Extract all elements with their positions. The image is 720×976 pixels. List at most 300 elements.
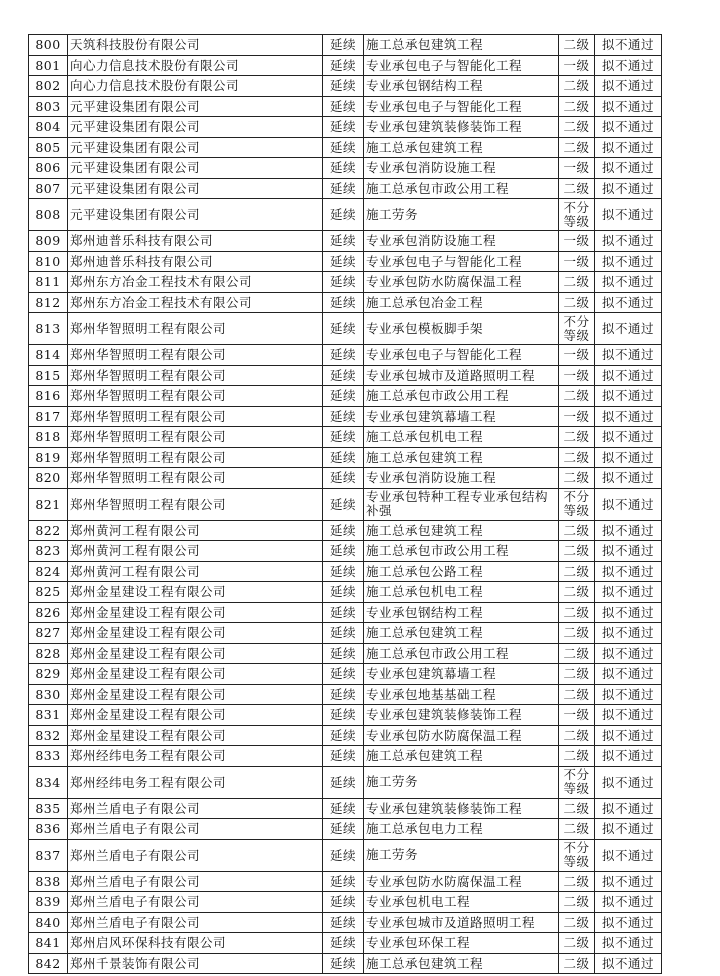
application-type: 延续	[323, 912, 364, 933]
review-result: 拟不通过	[595, 602, 662, 623]
qualification-grade: 二级	[559, 725, 595, 746]
qualification-name: 施工总承包机电工程	[364, 427, 559, 448]
qualification-grade: 一级	[559, 251, 595, 272]
company-name: 郑州华智照明工程有限公司	[68, 345, 323, 366]
qualification-name: 专业承包防水防腐保温工程	[364, 272, 559, 293]
company-name: 郑州黄河工程有限公司	[68, 541, 323, 562]
qualification-name: 专业承包电子与智能化工程	[364, 251, 559, 272]
row-number: 834	[29, 766, 68, 798]
review-result: 拟不通过	[595, 561, 662, 582]
row-number: 842	[29, 953, 68, 974]
table-row	[29, 427, 662, 448]
company-name: 郑州经纬电务工程有限公司	[68, 766, 323, 798]
company-name: 郑州黄河工程有限公司	[68, 561, 323, 582]
row-number: 819	[29, 447, 68, 468]
application-type: 延续	[323, 933, 364, 954]
qualification-name: 专业承包地基基础工程	[364, 684, 559, 705]
review-result: 拟不通过	[595, 488, 662, 520]
company-name: 郑州金星建设工程有限公司	[68, 684, 323, 705]
qualification-grade: 二级	[559, 76, 595, 97]
table-body	[29, 35, 662, 974]
qualification-grade: 二级	[559, 520, 595, 541]
company-name: 郑州兰盾电子有限公司	[68, 819, 323, 840]
table-row	[29, 272, 662, 293]
review-result: 拟不通过	[595, 292, 662, 313]
application-type: 延续	[323, 541, 364, 562]
company-name: 向心力信息技术股份有限公司	[68, 55, 323, 76]
review-result: 拟不通过	[595, 798, 662, 819]
application-type: 延续	[323, 892, 364, 913]
review-result: 拟不通过	[595, 76, 662, 97]
table-row	[29, 447, 662, 468]
qualification-name: 施工总承包公路工程	[364, 561, 559, 582]
qualification-name: 专业承包消防设施工程	[364, 231, 559, 252]
company-name: 郑州华智照明工程有限公司	[68, 406, 323, 427]
qualification-grade: 二级	[559, 602, 595, 623]
qualification-name: 施工总承包建筑工程	[364, 746, 559, 767]
application-type: 延续	[323, 55, 364, 76]
qualification-name: 专业承包建筑装修装饰工程	[364, 117, 559, 138]
review-result: 拟不通过	[595, 231, 662, 252]
review-result: 拟不通过	[595, 313, 662, 345]
row-number: 821	[29, 488, 68, 520]
review-result: 拟不通过	[595, 386, 662, 407]
review-result: 拟不通过	[595, 705, 662, 726]
review-result: 拟不通过	[595, 178, 662, 199]
qualification-name: 施工总承包建筑工程	[364, 35, 559, 56]
qualification-name: 专业承包电子与智能化工程	[364, 345, 559, 366]
qualification-name: 施工劳务	[364, 839, 559, 871]
table-row	[29, 561, 662, 582]
qualification-grade: 二级	[559, 272, 595, 293]
qualification-grade: 不分等级	[559, 488, 595, 520]
row-number: 817	[29, 406, 68, 427]
table-row	[29, 406, 662, 427]
qualification-grade: 二级	[559, 582, 595, 603]
table-row	[29, 520, 662, 541]
qualification-name: 专业承包特种工程专业承包结构补强	[364, 488, 559, 520]
application-type: 延续	[323, 96, 364, 117]
review-result: 拟不通过	[595, 468, 662, 489]
row-number: 828	[29, 643, 68, 664]
application-type: 延续	[323, 602, 364, 623]
table-row	[29, 541, 662, 562]
qualification-grade: 二级	[559, 953, 595, 974]
row-number: 809	[29, 231, 68, 252]
row-number: 800	[29, 35, 68, 56]
qualification-name: 施工总承包电力工程	[364, 819, 559, 840]
row-number: 832	[29, 725, 68, 746]
table-row	[29, 912, 662, 933]
review-result: 拟不通过	[595, 766, 662, 798]
table-row	[29, 468, 662, 489]
qualification-grade: 二级	[559, 178, 595, 199]
application-type: 延续	[323, 623, 364, 644]
company-name: 郑州金星建设工程有限公司	[68, 705, 323, 726]
qualification-name: 施工劳务	[364, 199, 559, 231]
row-number: 804	[29, 117, 68, 138]
qualification-grade: 不分等级	[559, 199, 595, 231]
application-type: 延续	[323, 766, 364, 798]
row-number: 806	[29, 158, 68, 179]
qualification-name: 专业承包建筑装修装饰工程	[364, 798, 559, 819]
table-row	[29, 953, 662, 974]
table-row	[29, 292, 662, 313]
row-number: 815	[29, 365, 68, 386]
application-type: 延续	[323, 386, 364, 407]
row-number: 812	[29, 292, 68, 313]
application-type: 延续	[323, 746, 364, 767]
qualification-grade: 一级	[559, 406, 595, 427]
application-type: 延续	[323, 705, 364, 726]
qualification-name: 施工总承包市政公用工程	[364, 386, 559, 407]
qualification-grade: 二级	[559, 292, 595, 313]
review-result: 拟不通过	[595, 365, 662, 386]
review-result: 拟不通过	[595, 520, 662, 541]
table-row	[29, 488, 662, 520]
qualification-grade: 二级	[559, 447, 595, 468]
row-number: 820	[29, 468, 68, 489]
row-number: 808	[29, 199, 68, 231]
qualification-grade: 不分等级	[559, 839, 595, 871]
qualification-name: 专业承包电子与智能化工程	[364, 55, 559, 76]
qualification-grade: 二级	[559, 117, 595, 138]
company-name: 郑州兰盾电子有限公司	[68, 798, 323, 819]
qualification-name: 施工总承包市政公用工程	[364, 541, 559, 562]
row-number: 818	[29, 427, 68, 448]
qualification-name: 施工总承包市政公用工程	[364, 643, 559, 664]
application-type: 延续	[323, 345, 364, 366]
company-name: 向心力信息技术股份有限公司	[68, 76, 323, 97]
company-name: 元平建设集团有限公司	[68, 96, 323, 117]
table-row	[29, 705, 662, 726]
review-result: 拟不通过	[595, 892, 662, 913]
qualification-name: 施工总承包建筑工程	[364, 447, 559, 468]
qualification-table	[28, 34, 662, 974]
table-row	[29, 664, 662, 685]
table-row	[29, 365, 662, 386]
qualification-name: 专业承包环保工程	[364, 933, 559, 954]
row-number: 827	[29, 623, 68, 644]
row-number: 830	[29, 684, 68, 705]
table-row	[29, 55, 662, 76]
table-row	[29, 178, 662, 199]
row-number: 813	[29, 313, 68, 345]
application-type: 延续	[323, 839, 364, 871]
application-type: 延续	[323, 664, 364, 685]
company-name: 郑州华智照明工程有限公司	[68, 365, 323, 386]
company-name: 郑州金星建设工程有限公司	[68, 664, 323, 685]
row-number: 807	[29, 178, 68, 199]
company-name: 郑州黄河工程有限公司	[68, 520, 323, 541]
qualification-grade: 二级	[559, 871, 595, 892]
qualification-grade: 一级	[559, 705, 595, 726]
review-result: 拟不通过	[595, 839, 662, 871]
row-number: 841	[29, 933, 68, 954]
row-number: 833	[29, 746, 68, 767]
company-name: 郑州金星建设工程有限公司	[68, 623, 323, 644]
table-row	[29, 345, 662, 366]
table-row	[29, 199, 662, 231]
row-number: 826	[29, 602, 68, 623]
company-name: 天筑科技股份有限公司	[68, 35, 323, 56]
qualification-grade: 二级	[559, 912, 595, 933]
qualification-grade: 不分等级	[559, 313, 595, 345]
qualification-grade: 一级	[559, 345, 595, 366]
row-number: 822	[29, 520, 68, 541]
review-result: 拟不通过	[595, 664, 662, 685]
table-row	[29, 386, 662, 407]
company-name: 元平建设集团有限公司	[68, 117, 323, 138]
review-result: 拟不通过	[595, 582, 662, 603]
company-name: 郑州华智照明工程有限公司	[68, 468, 323, 489]
company-name: 郑州启风环保科技有限公司	[68, 933, 323, 954]
company-name: 郑州华智照明工程有限公司	[68, 447, 323, 468]
table-row	[29, 35, 662, 56]
row-number: 816	[29, 386, 68, 407]
application-type: 延续	[323, 520, 364, 541]
application-type: 延续	[323, 582, 364, 603]
review-result: 拟不通过	[595, 345, 662, 366]
table-row	[29, 766, 662, 798]
review-result: 拟不通过	[595, 199, 662, 231]
review-result: 拟不通过	[595, 623, 662, 644]
qualification-name: 专业承包消防设施工程	[364, 158, 559, 179]
application-type: 延续	[323, 488, 364, 520]
qualification-name: 专业承包电子与智能化工程	[364, 96, 559, 117]
qualification-grade: 二级	[559, 664, 595, 685]
application-type: 延续	[323, 272, 364, 293]
qualification-grade: 二级	[559, 137, 595, 158]
table-row	[29, 933, 662, 954]
qualification-name: 专业承包机电工程	[364, 892, 559, 913]
application-type: 延续	[323, 199, 364, 231]
application-type: 延续	[323, 117, 364, 138]
application-type: 延续	[323, 684, 364, 705]
table-row	[29, 798, 662, 819]
table-row	[29, 892, 662, 913]
row-number: 839	[29, 892, 68, 913]
review-result: 拟不通过	[595, 117, 662, 138]
application-type: 延续	[323, 292, 364, 313]
company-name: 郑州华智照明工程有限公司	[68, 313, 323, 345]
row-number: 824	[29, 561, 68, 582]
table-row	[29, 251, 662, 272]
qualification-name: 专业承包建筑装修装饰工程	[364, 705, 559, 726]
application-type: 延续	[323, 427, 364, 448]
application-type: 延续	[323, 561, 364, 582]
row-number: 837	[29, 839, 68, 871]
table-row	[29, 602, 662, 623]
row-number: 840	[29, 912, 68, 933]
table-row	[29, 684, 662, 705]
company-name: 郑州迪普乐科技有限公司	[68, 251, 323, 272]
row-number: 835	[29, 798, 68, 819]
company-name: 郑州经纬电务工程有限公司	[68, 746, 323, 767]
table-row	[29, 117, 662, 138]
review-result: 拟不通过	[595, 137, 662, 158]
company-name: 元平建设集团有限公司	[68, 137, 323, 158]
qualification-name: 专业承包城市及道路照明工程	[364, 912, 559, 933]
application-type: 延续	[323, 725, 364, 746]
company-name: 郑州华智照明工程有限公司	[68, 488, 323, 520]
table-row	[29, 137, 662, 158]
qualification-name: 施工劳务	[364, 766, 559, 798]
company-name: 郑州华智照明工程有限公司	[68, 386, 323, 407]
review-result: 拟不通过	[595, 953, 662, 974]
company-name: 郑州兰盾电子有限公司	[68, 871, 323, 892]
qualification-name: 专业承包防水防腐保温工程	[364, 871, 559, 892]
qualification-grade: 二级	[559, 468, 595, 489]
row-number: 801	[29, 55, 68, 76]
qualification-name: 专业承包防水防腐保温工程	[364, 725, 559, 746]
row-number: 802	[29, 76, 68, 97]
application-type: 延续	[323, 365, 364, 386]
qualification-grade: 二级	[559, 819, 595, 840]
company-name: 元平建设集团有限公司	[68, 178, 323, 199]
company-name: 郑州千景装饰有限公司	[68, 953, 323, 974]
row-number: 831	[29, 705, 68, 726]
qualification-grade: 二级	[559, 892, 595, 913]
table-row	[29, 725, 662, 746]
table-row	[29, 623, 662, 644]
application-type: 延续	[323, 798, 364, 819]
qualification-name: 专业承包城市及道路照明工程	[364, 365, 559, 386]
company-name: 郑州东方冶金工程技术有限公司	[68, 292, 323, 313]
qualification-grade: 一级	[559, 55, 595, 76]
table-row	[29, 158, 662, 179]
row-number: 838	[29, 871, 68, 892]
row-number: 805	[29, 137, 68, 158]
table-row	[29, 871, 662, 892]
review-result: 拟不通过	[595, 933, 662, 954]
row-number: 811	[29, 272, 68, 293]
row-number: 829	[29, 664, 68, 685]
review-result: 拟不通过	[595, 96, 662, 117]
company-name: 郑州金星建设工程有限公司	[68, 582, 323, 603]
row-number: 825	[29, 582, 68, 603]
qualification-grade: 二级	[559, 386, 595, 407]
company-name: 郑州金星建设工程有限公司	[68, 602, 323, 623]
qualification-grade: 二级	[559, 96, 595, 117]
qualification-grade: 一级	[559, 365, 595, 386]
qualification-grade: 二级	[559, 561, 595, 582]
table-row	[29, 582, 662, 603]
company-name: 郑州金星建设工程有限公司	[68, 643, 323, 664]
qualification-grade: 二级	[559, 623, 595, 644]
company-name: 郑州华智照明工程有限公司	[68, 427, 323, 448]
review-result: 拟不通过	[595, 912, 662, 933]
qualification-name: 施工总承包建筑工程	[364, 137, 559, 158]
qualification-name: 施工总承包机电工程	[364, 582, 559, 603]
row-number: 823	[29, 541, 68, 562]
qualification-grade: 二级	[559, 541, 595, 562]
row-number: 836	[29, 819, 68, 840]
review-result: 拟不通过	[595, 55, 662, 76]
table-row	[29, 839, 662, 871]
application-type: 延续	[323, 76, 364, 97]
row-number: 803	[29, 96, 68, 117]
application-type: 延续	[323, 871, 364, 892]
application-type: 延续	[323, 158, 364, 179]
company-name: 郑州兰盾电子有限公司	[68, 892, 323, 913]
review-result: 拟不通过	[595, 272, 662, 293]
qualification-grade: 二级	[559, 643, 595, 664]
qualification-name: 专业承包钢结构工程	[364, 76, 559, 97]
qualification-grade: 二级	[559, 746, 595, 767]
qualification-grade: 二级	[559, 35, 595, 56]
review-result: 拟不通过	[595, 158, 662, 179]
table-row	[29, 643, 662, 664]
company-name: 郑州东方冶金工程技术有限公司	[68, 272, 323, 293]
application-type: 延续	[323, 447, 364, 468]
table-row	[29, 746, 662, 767]
application-type: 延续	[323, 137, 364, 158]
application-type: 延续	[323, 178, 364, 199]
review-result: 拟不通过	[595, 871, 662, 892]
review-result: 拟不通过	[595, 725, 662, 746]
application-type: 延续	[323, 643, 364, 664]
review-result: 拟不通过	[595, 447, 662, 468]
review-result: 拟不通过	[595, 35, 662, 56]
qualification-name: 专业承包模板脚手架	[364, 313, 559, 345]
application-type: 延续	[323, 251, 364, 272]
qualification-grade: 二级	[559, 933, 595, 954]
table-row	[29, 76, 662, 97]
row-number: 814	[29, 345, 68, 366]
application-type: 延续	[323, 468, 364, 489]
review-result: 拟不通过	[595, 819, 662, 840]
qualification-grade: 二级	[559, 684, 595, 705]
qualification-grade: 一级	[559, 158, 595, 179]
review-result: 拟不通过	[595, 684, 662, 705]
qualification-name: 专业承包消防设施工程	[364, 468, 559, 489]
application-type: 延续	[323, 35, 364, 56]
qualification-name: 施工总承包市政公用工程	[364, 178, 559, 199]
application-type: 延续	[323, 819, 364, 840]
company-name: 郑州金星建设工程有限公司	[68, 725, 323, 746]
review-result: 拟不通过	[595, 541, 662, 562]
company-name: 元平建设集团有限公司	[68, 158, 323, 179]
table-row	[29, 313, 662, 345]
qualification-name: 施工总承包建筑工程	[364, 953, 559, 974]
application-type: 延续	[323, 313, 364, 345]
qualification-name: 专业承包建筑幕墙工程	[364, 406, 559, 427]
qualification-grade: 二级	[559, 798, 595, 819]
company-name: 郑州兰盾电子有限公司	[68, 912, 323, 933]
application-type: 延续	[323, 953, 364, 974]
qualification-grade: 不分等级	[559, 766, 595, 798]
review-result: 拟不通过	[595, 427, 662, 448]
qualification-name: 专业承包钢结构工程	[364, 602, 559, 623]
table-row	[29, 231, 662, 252]
qualification-grade: 二级	[559, 427, 595, 448]
row-number: 810	[29, 251, 68, 272]
review-result: 拟不通过	[595, 406, 662, 427]
company-name: 郑州兰盾电子有限公司	[68, 839, 323, 871]
qualification-name: 施工总承包冶金工程	[364, 292, 559, 313]
review-result: 拟不通过	[595, 251, 662, 272]
review-result: 拟不通过	[595, 746, 662, 767]
qualification-name: 施工总承包建筑工程	[364, 520, 559, 541]
qualification-name: 施工总承包建筑工程	[364, 623, 559, 644]
application-type: 延续	[323, 231, 364, 252]
table-row	[29, 819, 662, 840]
company-name: 元平建设集团有限公司	[68, 199, 323, 231]
qualification-name: 专业承包建筑幕墙工程	[364, 664, 559, 685]
review-result: 拟不通过	[595, 643, 662, 664]
qualification-grade: 一级	[559, 231, 595, 252]
